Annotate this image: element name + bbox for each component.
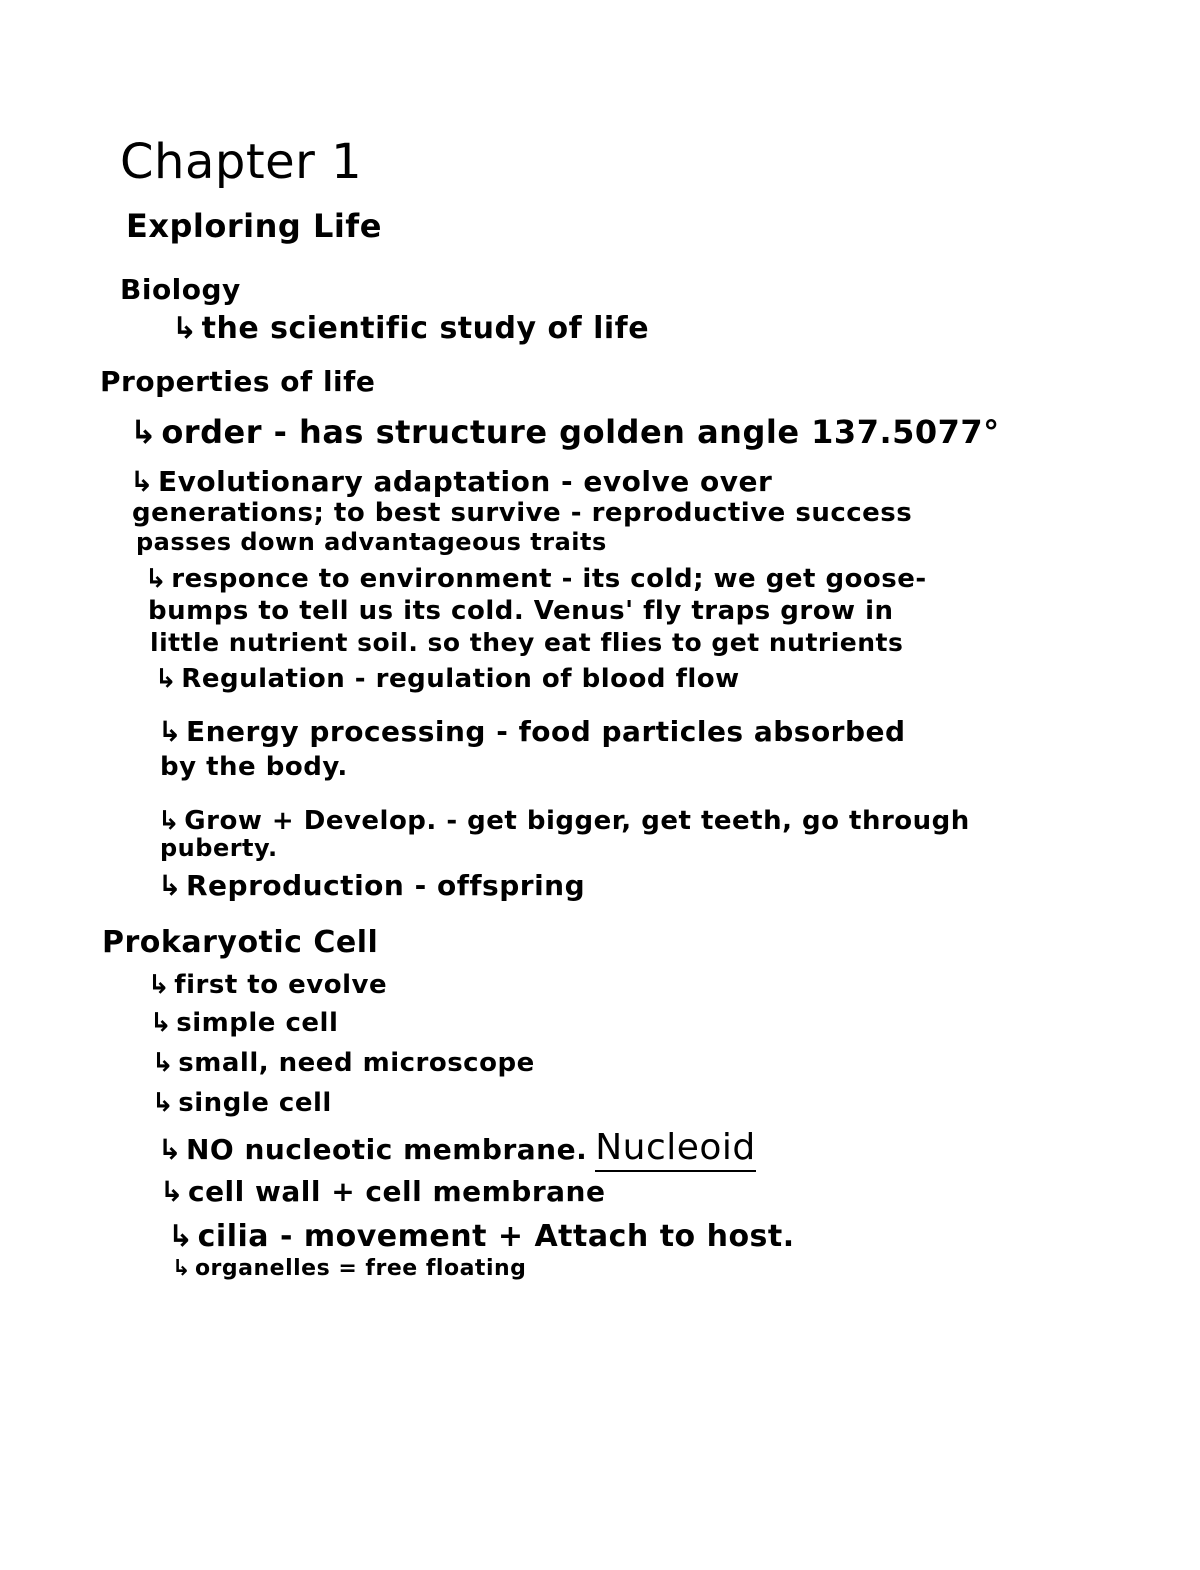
property-response-line-1 [145, 566, 927, 592]
biology-definition-text: the scientific study of life [201, 311, 650, 346]
prokaryotic-wall [160, 1175, 606, 1208]
arrow-icon: ↳ [158, 806, 181, 836]
prokaryotic-small [152, 1050, 535, 1076]
properties-heading: Properties of life [100, 365, 376, 398]
arrow-icon: ↳ [172, 1256, 191, 1281]
property-evolution-line-1 [130, 465, 773, 498]
chapter-title: Chapter 1 [120, 134, 363, 190]
property-energy-line-2: by the body. [160, 752, 348, 782]
biology-heading: Biology [120, 273, 241, 306]
arrow-icon: ↳ [158, 1133, 182, 1166]
biology-definition [172, 311, 650, 346]
arrow-icon: ↳ [155, 664, 178, 694]
property-energy-text-1: Energy processing - food particles absorbed [185, 715, 906, 748]
property-order [130, 413, 1000, 451]
property-regulation [155, 666, 740, 692]
prokaryotic-organelles [172, 1258, 526, 1280]
arrow-icon: ↳ [158, 869, 182, 902]
prokaryotic-nucleotic-text: NO nucleotic membrane. [185, 1133, 588, 1166]
property-response-line-2: bumps to tell us its cold. Venus' fly traps grow in [148, 596, 894, 626]
arrow-icon: ↳ [130, 413, 158, 451]
prokaryotic-first-text: first to evolve [174, 970, 388, 1000]
property-grow-line-1 [158, 808, 970, 834]
property-response-line-3: little nutrient soil. so they eat flies to get nutrients [150, 628, 904, 657]
prokaryotic-simple [150, 1010, 338, 1036]
arrow-icon: ↳ [160, 1175, 184, 1208]
nucleoid-term: Nucleoid [595, 1127, 756, 1172]
property-response-text-1: responce to environment - its cold; we get goose- [171, 564, 927, 594]
property-grow-line-2: puberty. [160, 834, 278, 862]
arrow-icon: ↳ [172, 311, 198, 346]
prokaryotic-cilia [168, 1219, 795, 1254]
prokaryotic-heading: Prokaryotic Cell [102, 925, 379, 960]
arrow-icon: ↳ [152, 1048, 175, 1078]
arrow-icon: ↳ [150, 1008, 173, 1038]
prokaryotic-simple-text: simple cell [176, 1008, 339, 1038]
prokaryotic-cilia-text: cilia - movement + Attach to host. [197, 1219, 795, 1254]
arrow-icon: ↳ [148, 970, 171, 1000]
prokaryotic-small-text: small, need microscope [178, 1048, 535, 1078]
prokaryotic-wall-text: cell wall + cell membrane [187, 1175, 606, 1208]
property-reproduction-text: Reproduction - offspring [185, 869, 586, 902]
arrow-icon: ↳ [168, 1219, 194, 1254]
prokaryotic-organelles-text: organelles = free floating [194, 1256, 527, 1281]
property-regulation-text: Regulation - regulation of blood flow [181, 664, 740, 694]
property-evolution-text-1: Evolutionary adaptation - evolve over [157, 465, 773, 498]
prokaryotic-single-text: single cell [178, 1088, 332, 1118]
arrow-icon: ↳ [145, 564, 168, 594]
property-order-text: order - has structure golden angle 137.5077° [161, 413, 1000, 451]
chapter-subtitle: Exploring Life [126, 207, 382, 245]
prokaryotic-first [148, 972, 387, 998]
arrow-icon: ↳ [152, 1088, 175, 1118]
property-energy-line-1 [158, 715, 906, 748]
property-evolution-line-3: passes down advantageous traits [136, 528, 607, 556]
arrow-icon: ↳ [130, 465, 154, 498]
arrow-icon: ↳ [158, 715, 182, 748]
property-reproduction [158, 869, 586, 902]
prokaryotic-nucleotic [158, 1127, 756, 1168]
property-evolution-line-2: generations; to best survive - reproductive success [132, 498, 913, 528]
prokaryotic-single [152, 1090, 332, 1116]
property-grow-text-1: Grow + Develop. - get bigger, get teeth, go through [184, 806, 970, 836]
